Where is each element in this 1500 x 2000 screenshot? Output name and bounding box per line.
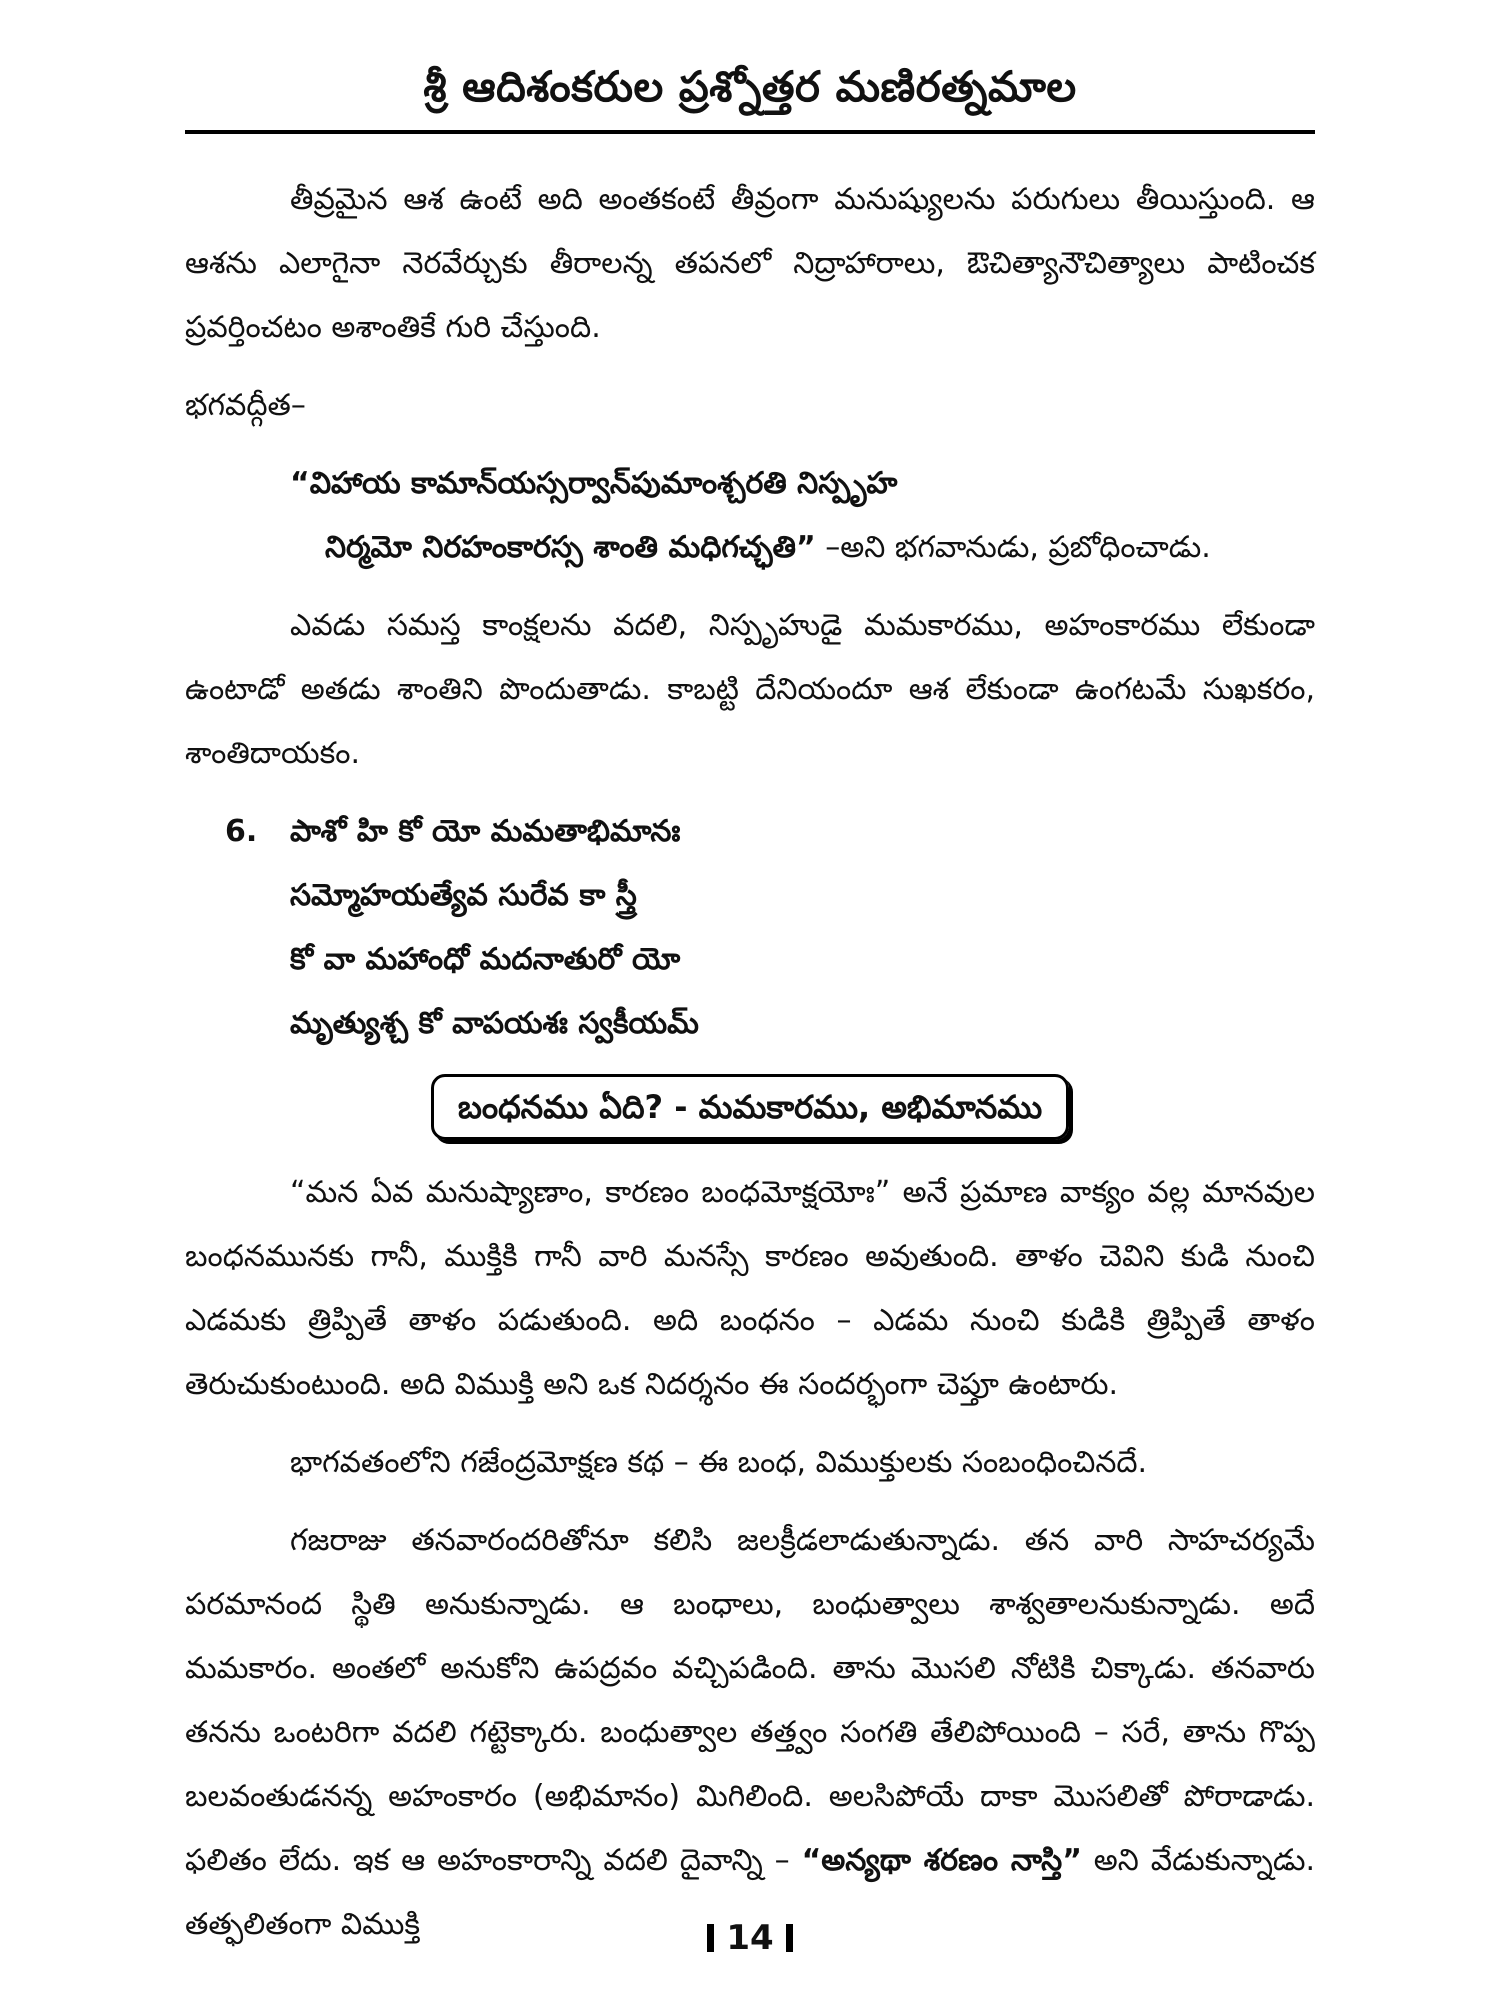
running-header: శ్రీ ఆదిశంకరుల ప్రశ్నోత్తర మణిరత్నమాల [423,62,1077,111]
verse-line: కో వా మహాంధో మదనాతురో యో [290,942,681,977]
paragraph-text: గజరాజు తనవారందరితోనూ కలిసి జలక్రీడలాడుతున్నాడు. తన వారి సాహచర్యమే పరమానంద స్థితి అనుకున్నాడు. ఆ బంధాలు, బంధుత్వాలు శాశ్వతాలనుకున్నాడు. అదే మమకారం. అంతలో అనుకోని ఉపద్రవం వచ్చిపడింది. తాను మొసలి నోటికి చిక్కాడు. తనవారు తనను ఒంటరిగా వదలి గట్టెక్కారు. బంధుత్వాల తత్త్వం సంగతి తేలిపోయింది – సరే, తాను గొప్ప బలవంతుడనన్న అహంకారం (అభిమానం) మిగిలింది. అలసిపోయే దాకా మొసలితో పోరాడాడు. ఫలితం లేదు. ఇక ఆ అహంకారాన్ని వదలి దైవాన్ని – [185,1523,1315,1878]
gita-label: భగవద్గీత– [185,388,306,423]
section-heading-wrap [185,1074,1315,1141]
verse-number: 6. [225,814,258,849]
body-text [185,168,1315,1971]
gita-quote-line: “విహాయ కామాన్‌యస్సర్వాన్‌పుమాంశ్చరతి నిస్పృహ [290,466,898,501]
bold-quote: “అన్యథా శరణం నాస్తి” [801,1843,1082,1878]
verse-line [185,800,1315,864]
paragraph: తీవ్రమైన ఆశ ఉంటే అది అంతకంటే తీవ్రంగా మనుష్యులను పరుగులు తీయిస్తుంది. ఆ ఆశను ఎలాగైనా నెరవేర్చుకు తీరాలన్న తపనలో నిద్రాహారాలు, ఔచిత్యానౌచిత్యాలు పాటించక ప్రవర్తించటం అశాంతికే గురి చేస్తుంది. [185,182,1315,345]
paragraph: ఎవడు సమస్త కాంక్షలను వదలి, నిస్పృహుడై మమకారము, అహంకారము లేకుండా ఉంటాడో అతడు శాంతిని పొందుతాడు. కాబట్టి దేనియందూ ఆశ లేకుండా ఉంగటమే సుఖకరం, శాంతిదాయకం. [185,608,1315,771]
paragraph-text: అని వేడుకున్నాడు. తత్ఫలితంగా విముక్తి [185,1843,1315,1942]
header-rule [185,130,1315,134]
page-number-bar [707,1924,714,1952]
gita-quote-line [185,516,1315,580]
paragraph: భాగవతంలోని గజేంద్రమోక్షణ కథ – ఈ బంధ, విముక్తులకు సంబంధించినదే. [290,1445,1148,1480]
page-number-text: 14 [726,1918,774,1958]
gita-quote [185,452,1315,580]
section-heading: బంధనము ఏది? - మమకారము, అభిమానము [431,1074,1069,1140]
paragraph [185,1509,1315,1957]
gita-quote-text: నిర్మమో నిరహంకారస్స శాంతి మధిగచ్ఛతి” [325,530,816,565]
verse-line: సమ్మోహయత్యేవ సురేవ కా స్త్రీ [290,878,637,913]
paragraph: “మన ఏవ మనుష్యాణాం, కారణం బంధమోక్షయోః” అనే ప్రమాణ వాక్యం వల్ల మానవుల బంధనమునకు గానీ, ముక్తికి గానీ వారి మనస్సే కారణం అవుతుంది. తాళం చెవిని కుడి నుంచి ఎడమకు త్రిప్పితే తాళం పడుతుంది. అది బంధనం – ఎడమ నుంచి కుడికి త్రిప్పితే తాళం తెరుచుకుంటుంది. అది విముక్తి అని ఒక నిదర్శనం ఈ సందర్భంగా చెప్తూ ఉంటారు. [185,1175,1315,1402]
page-number-bar [786,1924,793,1952]
verse-block [185,800,1315,1056]
verse-line: మృత్యుశ్చ కో వాపయశః స్వకీయమ్ [290,1006,699,1041]
verse-line-text: పాశో హి కో యో మమతాభిమానః [290,814,681,849]
gita-quote-attribution: –అని భగవానుడు, ప్రబోధించాడు. [815,530,1211,565]
page-number [0,1918,1500,1958]
